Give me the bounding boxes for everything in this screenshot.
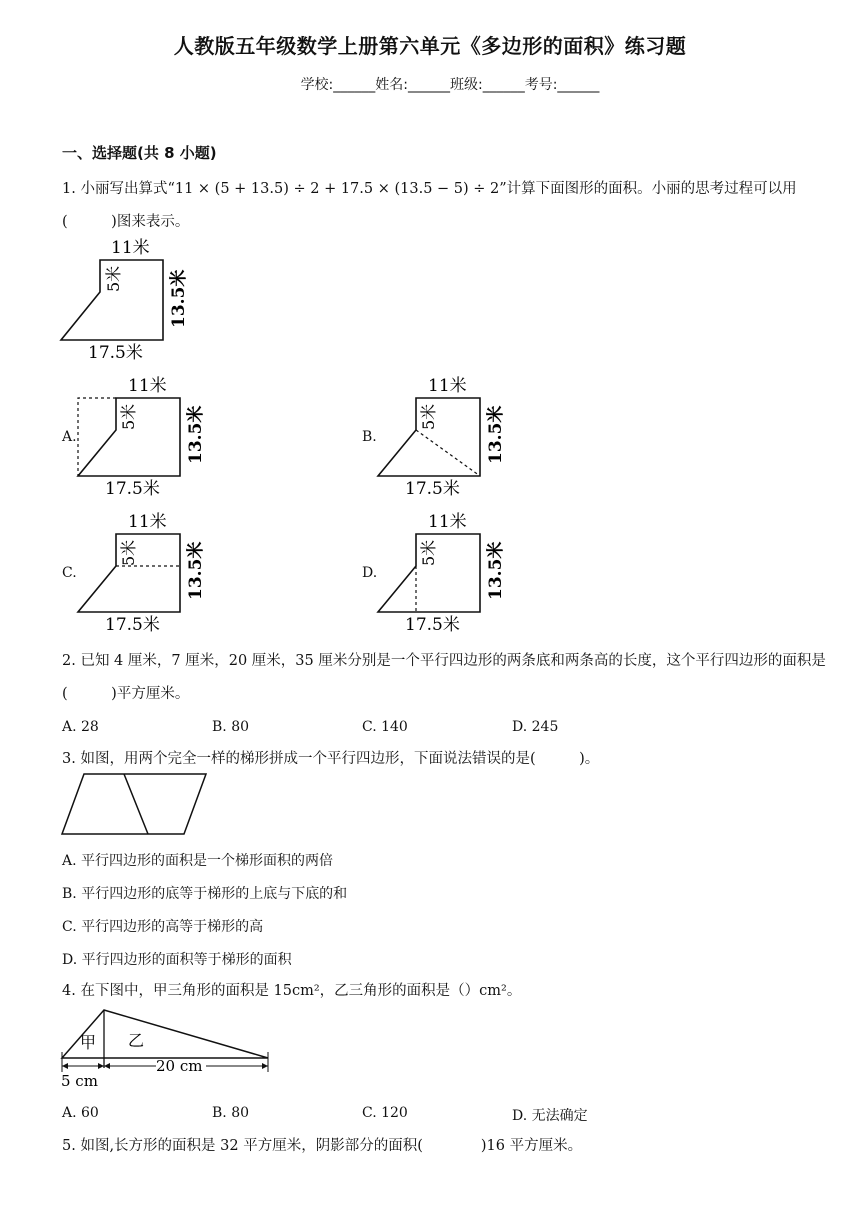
q2-option-a[interactable]: A. 28 (62, 719, 99, 735)
question-5-stem: 5. 如图,长方形的面积是 32 平方厘米，阴影部分的面积( )16 平方厘米。 (62, 1138, 583, 1154)
q1-option-a-figure (72, 372, 222, 500)
q1-main-figure (55, 236, 215, 364)
svg-text:17.5米: 17.5米 (105, 479, 160, 499)
q1-label-top: 11米 (111, 238, 150, 258)
svg-text:11米: 11米 (128, 376, 167, 396)
svg-text:11米: 11米 (428, 376, 467, 396)
svg-text:5米: 5米 (419, 539, 438, 566)
q3-option-a[interactable]: A. 平行四边形的面积是一个梯形面积的两倍 (62, 853, 334, 869)
svg-text:17.5米: 17.5米 (405, 479, 460, 499)
svg-text:5米: 5米 (119, 539, 138, 566)
q4-option-d[interactable]: D. 无法确定 (512, 1108, 588, 1124)
q1-option-b[interactable]: B. (362, 429, 377, 445)
q3-parallelogram-figure (58, 770, 214, 840)
question-3-stem: 3. 如图，用两个完全一样的梯形拼成一个平行四边形，下面说法错误的是( )。 (62, 751, 600, 767)
q4-label-yi: 乙 (128, 1031, 145, 1050)
q3-option-b[interactable]: B. 平行四边形的底等于梯形的上底与下底的和 (62, 886, 348, 902)
q4-option-c[interactable]: C. 120 (362, 1105, 408, 1121)
svg-text:13.5米: 13.5米 (486, 541, 506, 600)
svg-text:13.5米: 13.5米 (186, 405, 206, 464)
q1-option-b-figure (372, 372, 522, 500)
section-title: 一、选择题(共 8 小题) (62, 144, 217, 162)
svg-text:5米: 5米 (419, 403, 438, 430)
q1-option-d[interactable]: D. (362, 565, 378, 581)
q1-option-a[interactable]: A. (62, 429, 77, 445)
q4-label-jia: 甲 (80, 1033, 97, 1052)
svg-text:5米: 5米 (119, 403, 138, 430)
svg-text:11米: 11米 (428, 512, 467, 532)
svg-text:17.5米: 17.5米 (105, 615, 160, 635)
question-2-stem: 2. 已知 4 厘米，7 厘米，20 厘米，35 厘米分别是一个平行四边形的两条底和两条高的长度，这个平行四边形的面积是( )平方厘米。 (62, 653, 826, 702)
q2-option-d[interactable]: D. 245 (512, 719, 559, 735)
q2-option-b[interactable]: B. 80 (212, 719, 250, 735)
q2-option-c[interactable]: C. 140 (362, 719, 408, 735)
svg-text:17.5米: 17.5米 (405, 615, 460, 635)
q4-label-20cm: 20 cm (156, 1057, 203, 1075)
question-4-stem: 4. 在下图中，甲三角形的面积是 15cm²，乙三角形的面积是（）cm²。 (62, 983, 522, 999)
page-title: 人教版五年级数学上册第六单元《多边形的面积》练习题 (173, 34, 687, 58)
svg-text:11米: 11米 (128, 512, 167, 532)
q1-label-left: 5米 (104, 265, 123, 292)
q4-option-a[interactable]: A. 60 (62, 1105, 99, 1121)
svg-text:13.5米: 13.5米 (486, 405, 506, 464)
q1-label-right: 13.5米 (169, 269, 189, 328)
question-1-stem: 1. 小丽写出算式“11 × (5 + 13.5) ÷ 2 + 17.5 × (13.5 − 5) ÷ 2”计算下面图形的面积。小丽的思考过程可以用( )图来表示。 (62, 181, 797, 230)
q1-option-c-figure (72, 508, 222, 636)
q3-option-d[interactable]: D. 平行四边形的面积等于梯形的面积 (62, 952, 292, 968)
q1-label-bottom: 17.5米 (88, 343, 143, 363)
q4-option-b[interactable]: B. 80 (212, 1105, 250, 1121)
q4-label-5cm: 5 cm (61, 1072, 98, 1090)
q1-option-c[interactable]: C. (62, 565, 77, 581)
student-info-line: 学校:______姓名:______班级:______考号:______ (300, 77, 600, 93)
q4-triangle-figure (58, 1006, 274, 1092)
q3-option-c[interactable]: C. 平行四边形的高等于梯形的高 (62, 919, 264, 935)
svg-text:13.5米: 13.5米 (186, 541, 206, 600)
q1-option-d-figure (372, 508, 522, 636)
